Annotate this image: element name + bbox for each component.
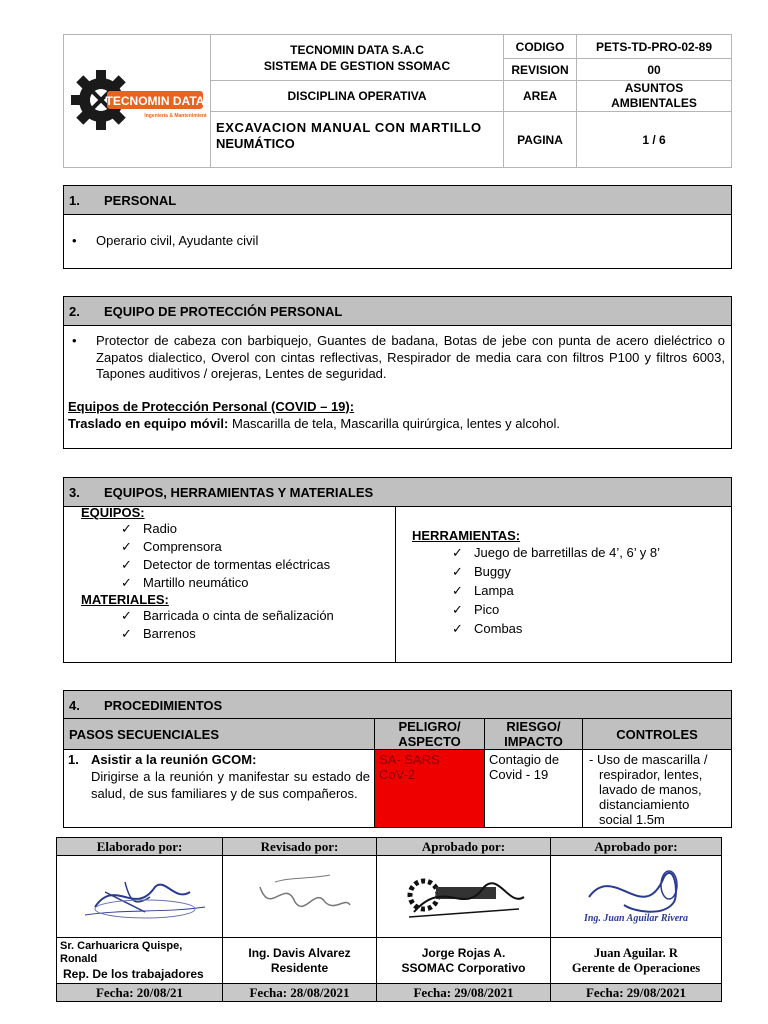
- logo-cell: [64, 35, 211, 168]
- section-title-text: PROCEDIMIENTOS: [104, 697, 223, 713]
- management-system: SISTEMA DE GESTION SSOMAC: [263, 58, 451, 73]
- section-equipos: [63, 477, 732, 663]
- controls-cell: - Uso de mascarilla / respirador, lentes, lavado de manos, distanciamiento social 1.5m: [583, 750, 732, 828]
- revision-label: REVISION: [504, 59, 577, 81]
- covid-epp-title: Equipos de Protección Personal (COVID – 19):: [68, 398, 355, 414]
- herramientas-item: ✓ Combas: [452, 621, 523, 636]
- check-icon: ✓: [452, 564, 463, 579]
- sign-date: Fecha: 28/08/2021: [223, 984, 377, 1002]
- revision-value: 00: [577, 59, 732, 81]
- company-name: TECNOMIN DATA S.A.C: [290, 42, 424, 57]
- pagina-value: 1 / 6: [577, 112, 732, 168]
- mobile-equipment-label: Traslado en equipo móvil:: [68, 415, 229, 431]
- check-icon: ✓: [121, 608, 132, 623]
- procedure-title-line2: NEUMÁTICO: [216, 136, 295, 151]
- section-title-text: EQUIPOS, HERRAMIENTAS Y MATERIALES: [104, 484, 374, 500]
- signature-image-1: [57, 856, 223, 938]
- signer-name: Ronald: [60, 953, 98, 965]
- area-value: [577, 81, 732, 112]
- pagina-label: PAGINA: [504, 112, 577, 168]
- materiales-item: ✓ Barricada o cinta de señalización: [121, 608, 334, 623]
- section-procedimientos: [63, 690, 732, 719]
- signer-4: [551, 938, 722, 984]
- section-number: 2.: [69, 303, 80, 319]
- epp-item: • Protector de cabeza con barbiquejo, Guantes de badana, Botas de jebe con punta de acero dieléctrico o Zapatos dialectico, Overol con cintas reflectivas, Respirador de media cara con filtros P100 y filtros 6003, Tapones auditivos / orejeras, Lentes de seguridad.: [68, 333, 725, 383]
- equipos-item: ✓ Martillo neumático: [121, 575, 249, 590]
- sign-date: Fecha: 29/08/2021: [551, 984, 722, 1002]
- herramientas-item: ✓ Buggy: [452, 564, 511, 579]
- step-description: Dirigirse a la reunión y manifestar su estado de salud, de sus familiares y de sus compañeros.: [91, 769, 370, 801]
- step-cell: [64, 750, 375, 828]
- col-peligro: PELIGRO/ ASPECTO: [375, 719, 485, 750]
- signature-image-3: [377, 856, 551, 938]
- sign-label: Aprobado por:: [551, 838, 722, 856]
- table-row: [64, 750, 732, 828]
- check-icon: ✓: [452, 583, 463, 598]
- section-epp: [63, 296, 732, 449]
- signatures-table: [56, 837, 722, 1002]
- signer-2: [223, 938, 377, 984]
- sign-date: Fecha: 29/08/2021: [377, 984, 551, 1002]
- discipline: DISCIPLINA OPERATIVA: [211, 81, 504, 112]
- signer-role: Residente: [270, 960, 329, 975]
- signer-role: SSOMAC Corporativo: [401, 960, 526, 975]
- section-personal-title: [64, 186, 731, 215]
- equipos-item: ✓ Detector de tormentas eléctricas: [121, 557, 331, 572]
- area-value-line1: ASUNTOS: [624, 81, 684, 95]
- check-icon: ✓: [121, 575, 132, 590]
- signer-name: Jorge Rojas A.: [421, 945, 506, 960]
- codigo-label: CODIGO: [504, 35, 577, 59]
- equipos-column: [81, 505, 334, 643]
- signer-1: [57, 938, 223, 984]
- signature-image-2: [223, 856, 377, 938]
- check-icon: ✓: [121, 557, 132, 572]
- signature-image-4: [551, 856, 722, 938]
- equipos-item: ✓ Radio: [121, 521, 177, 536]
- column-divider: [395, 506, 396, 662]
- check-icon: ✓: [452, 545, 463, 560]
- check-icon: ✓: [452, 602, 463, 617]
- check-icon: ✓: [121, 521, 132, 536]
- col-riesgo: RIESGO/ IMPACTO: [485, 719, 583, 750]
- col-pasos: PASOS SECUENCIALES: [64, 719, 375, 750]
- section-procedimientos-title: [64, 691, 731, 719]
- company-cell: [211, 35, 504, 81]
- codigo-value: PETS-TD-PRO-02-89: [577, 35, 732, 59]
- sign-date: Fecha: 20/08/21: [57, 984, 223, 1002]
- signer-3: [377, 938, 551, 984]
- risk-cell: Contagio de Covid - 19: [485, 750, 583, 828]
- section-equipos-title: [64, 478, 731, 507]
- section-personal: [63, 185, 732, 269]
- signer-role: Gerente de Operaciones: [571, 960, 701, 975]
- logo-text: TECNOMIN DATA: [105, 93, 205, 108]
- sign-label: Aprobado por:: [377, 838, 551, 856]
- area-value-line2: AMBIENTALES: [611, 96, 697, 110]
- col-controles: CONTROLES: [583, 719, 732, 750]
- equipos-label: EQUIPOS:: [81, 505, 145, 520]
- section-number: 4.: [69, 697, 80, 713]
- materiales-label: MATERIALES:: [81, 592, 169, 607]
- sign-label: Elaborado por:: [57, 838, 223, 856]
- signer-role: Rep. De los trabajadores: [63, 967, 204, 981]
- procedure-title: [211, 112, 504, 168]
- mobile-equipment-text: Mascarilla de tela, Mascarilla quirúrgica, lentes y alcohol.: [228, 415, 561, 431]
- procedure-title-line1: EXCAVACION MANUAL CON MARTILLO: [216, 120, 482, 135]
- sign-label: Revisado por:: [223, 838, 377, 856]
- section-number: 1.: [69, 192, 80, 208]
- mobile-equipment-line: [68, 415, 725, 432]
- section-title-text: EQUIPO DE PROTECCIÓN PERSONAL: [104, 303, 343, 319]
- document-header: [63, 34, 732, 168]
- herramientas-item: ✓ Lampa: [452, 583, 514, 598]
- procedures-table: [63, 718, 732, 828]
- check-icon: ✓: [121, 539, 132, 554]
- herramientas-label: HERRAMIENTAS:: [412, 528, 521, 543]
- personal-item: • Operario civil, Ayudante civil: [68, 233, 725, 250]
- area-label: AREA: [504, 81, 577, 112]
- section-number: 3.: [69, 484, 80, 500]
- section-title-text: PERSONAL: [104, 192, 177, 208]
- herramientas-column: [412, 528, 660, 638]
- hazard-cell: SA- SARS CoV-2: [375, 750, 485, 828]
- check-icon: ✓: [121, 626, 132, 641]
- signer-name: Sr. Carhuaricra Quispe,: [60, 940, 183, 952]
- logo-subtext: Ingeniería & Mantenimiento: [144, 112, 207, 119]
- equipos-item: ✓ Comprensora: [121, 539, 222, 554]
- check-icon: ✓: [452, 621, 463, 636]
- signer-name: Ing. Davis Alvarez: [248, 945, 351, 960]
- herramientas-item: ✓ Pico: [452, 602, 500, 617]
- section-epp-title: [64, 297, 731, 326]
- step-title: 1. Asistir a la reunión GCOM:: [68, 752, 257, 767]
- stamp-text: Ing. Juan Aguilar Rivera: [583, 912, 688, 924]
- company-logo: [67, 65, 207, 135]
- signer-name: Juan Aguilar. R: [594, 945, 678, 960]
- herramientas-item: ✓ Juego de barretillas de 4’, 6’ y 8’: [452, 545, 660, 560]
- materiales-item: ✓ Barrenos: [121, 626, 196, 641]
